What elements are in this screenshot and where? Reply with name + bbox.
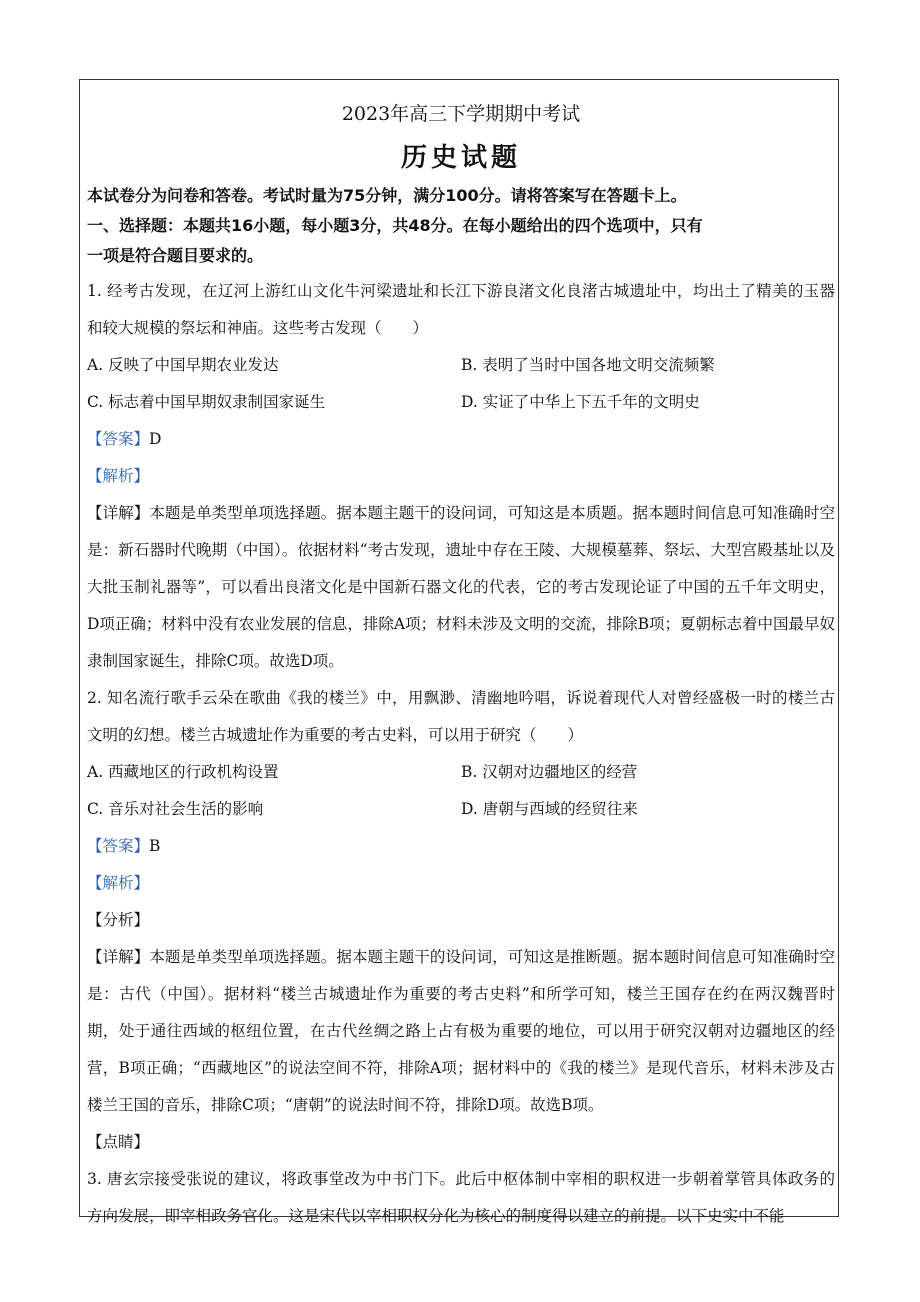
exam-title: 2023年高三下学期期中考试 <box>341 103 581 125</box>
question-1 <box>87 273 835 680</box>
option-c: C. 标志着中国早期奴隶制国家诞生 <box>87 393 326 411</box>
question-stem: 3. 唐玄宗接受张说的建议，将政事堂改为中书门下。此后中枢体制中宰相的职权进一步朝着掌管具体政务的方向发展，即宰相政务官化。这是宋代以宰相职权分化为核心的制度得以建立的前提。以下史实中不能 <box>87 1170 835 1225</box>
detail-paragraph <box>87 939 835 1124</box>
exam-instructions: 本试卷分为问卷和答卷。考试时量为75分钟，满分100分。请将答案写在答题卡上。 <box>87 186 687 205</box>
subject-title: 历史试题 <box>400 143 521 173</box>
question-stem: 1. 经考古发现，在辽河上游红山文化牛河梁遗址和长江下游良渚文化良渚古城遗址中，均出土了精美的玉器和较大规模的祭坛和神庙。这些考古发现（ ） <box>87 282 835 337</box>
answer-tag: 【答案】 <box>87 837 150 855</box>
options-row <box>87 384 835 421</box>
answer-value: B <box>149 837 161 855</box>
answer-tag: 【答案】 <box>87 430 150 448</box>
section-heading-line2: 一项是符合题目要求的。 <box>87 246 264 265</box>
document-body <box>87 93 835 1235</box>
options-row <box>87 347 835 384</box>
detail-paragraph <box>87 495 835 680</box>
option-c: C. 音乐对社会生活的影响 <box>87 800 264 818</box>
options-row <box>87 791 835 828</box>
answer-value: D <box>149 430 162 448</box>
analysis-tag: 【解析】 <box>87 874 150 892</box>
analysis-tag: 【解析】 <box>87 467 150 485</box>
option-d: D. 唐朝与西域的经贸往来 <box>461 800 638 818</box>
detail-text: 本题是单类型单项选择题。据本题主题干的设问词，可知这是推断题。据本题时间信息可知准确时空是：古代（中国）。据材料“楼兰古城遗址作为重要的考古史料”和所学可知，楼兰王国存在约在两汉魏晋时期，处于通往西域的枢纽位置，在古代丝绸之路上占有极为重要的地位，可以用于研究汉朝对边疆地区的经营，B项正确；“西藏地区”的说法空间不符，排除A项；据材料中的《我的楼兰》是现代音乐，材料未涉及古楼兰王国的音乐，排除C项；“唐朝”的说法时间不符，排除D项。故选B项。 <box>87 948 835 1114</box>
option-b: B. 表明了当时中国各地文明交流频繁 <box>461 356 715 374</box>
question-stem: 2. 知名流行歌手云朵在歌曲《我的楼兰》中，用飘渺、清幽地吟唱，诉说着现代人对曾经盛极一时的楼兰古文明的幻想。楼兰古城遗址作为重要的考古史料，可以用于研究（ ） <box>87 689 835 744</box>
answer-line <box>87 828 835 865</box>
detail-tag: 【详解】 <box>87 948 150 966</box>
dianjing-tag: 【点睛】 <box>87 1133 150 1151</box>
question-2 <box>87 680 835 1161</box>
fenxi-tag: 【分析】 <box>87 911 150 929</box>
detail-text: 本题是单类型单项选择题。据本题主题干的设问词，可知这是本质题。据本题时间信息可知准确时空是：新石器时代晚期（中国）。依据材料“考古发现，遗址中存在王陵、大规模墓葬、祭坛、大型宫殿基址以及大批玉制礼器等”，可以看出良渚文化是中国新石器文化的代表，它的考古发现论证了中国的五千年文明史，D项正确；材料中没有农业发展的信息，排除A项；材料未涉及文明的交流，排除B项；夏朝标志着中国最早奴隶制国家诞生，排除C项。故选D项。 <box>87 504 836 670</box>
detail-tag: 【详解】 <box>87 504 150 522</box>
option-b: B. 汉朝对边疆地区的经营 <box>461 763 638 781</box>
option-a: A. 西藏地区的行政机构设置 <box>87 763 279 781</box>
section-heading-line1: 一、选择题：本题共16小题，每小题3分，共48分。在每小题给出的四个选项中，只有 <box>87 216 703 235</box>
option-a: A. 反映了中国早期农业发达 <box>87 356 279 374</box>
option-d: D. 实证了中华上下五千年的文明史 <box>461 393 700 411</box>
options-row <box>87 754 835 791</box>
question-3 <box>87 1161 835 1235</box>
answer-line <box>87 421 835 458</box>
